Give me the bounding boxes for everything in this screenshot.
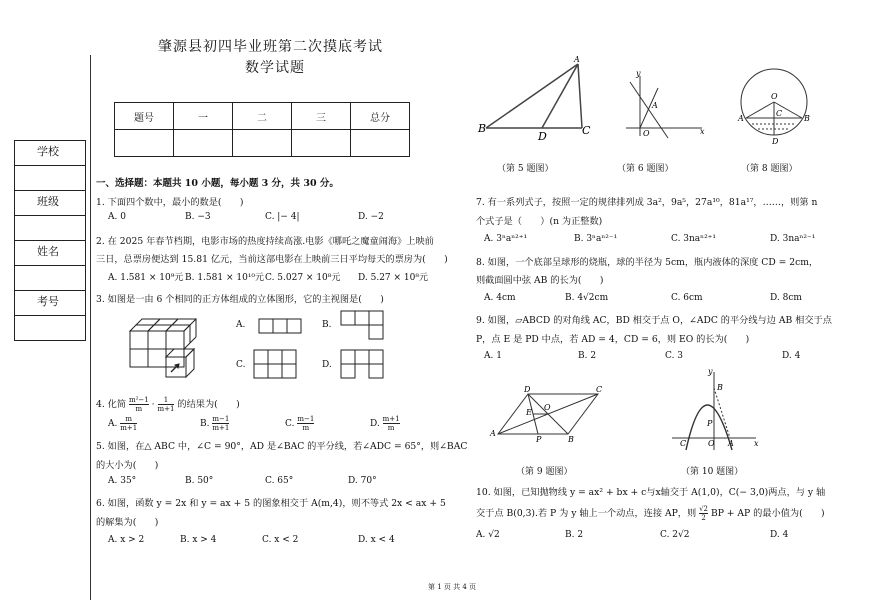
fig5-triangle bbox=[478, 55, 598, 143]
fig10-label-p: P bbox=[707, 419, 713, 428]
fig9-label-a: A bbox=[490, 429, 496, 438]
score-cell[interactable] bbox=[292, 130, 351, 157]
q3-option-d-figure bbox=[340, 349, 386, 381]
q3-option-b[interactable]: B. bbox=[322, 320, 332, 330]
q2-option-a[interactable]: A. 1.581 × 10⁹元 bbox=[108, 273, 184, 283]
q4-frac2-num: 1 bbox=[158, 396, 175, 405]
q6-option-a[interactable]: A. x > 2 bbox=[108, 535, 145, 545]
id-field[interactable] bbox=[15, 316, 85, 340]
fig6-caption: （第 6 题图） bbox=[617, 164, 674, 174]
score-header-cell: 二 bbox=[233, 103, 292, 130]
fig10-label-b: B bbox=[717, 383, 723, 392]
q4-option-a-den: m+1 bbox=[120, 424, 138, 432]
q7-option-d[interactable]: D. 3naⁿ²⁻¹ bbox=[770, 234, 816, 244]
fig9-label-c: C bbox=[596, 385, 603, 394]
exam-title: 肇源县初四毕业班第二次摸底考试 bbox=[158, 39, 383, 55]
q2-stem-line1: 2. 在 2025 年春节档期，电影市场的热度持续高涨.电影《哪吒之魔童闹海》上映前 bbox=[96, 236, 434, 247]
fig8-circle bbox=[736, 66, 816, 146]
fig9-parallelogram bbox=[490, 384, 614, 446]
q8-stem-line2: 则截面圆中弦 AB 的长为( ) bbox=[476, 275, 604, 286]
q1-option-d[interactable]: D. −2 bbox=[358, 212, 384, 222]
q5-option-a[interactable]: A. 35° bbox=[108, 476, 137, 486]
school-field[interactable] bbox=[15, 166, 85, 191]
q7-option-b[interactable]: B. 3ⁿaⁿ²⁻¹ bbox=[574, 234, 618, 244]
q8-option-a[interactable]: A. 4cm bbox=[484, 293, 516, 303]
q10-stem-line1: 10. 如图，已知抛物线 y = ax² + bx + c与x轴交于 A(1,0)，C(− 3,0)两点，与 y 轴 bbox=[476, 487, 826, 498]
fig8-label-d: D bbox=[772, 137, 779, 146]
q4-option-c-den: m bbox=[302, 424, 310, 432]
q9-option-d[interactable]: D. 4 bbox=[782, 351, 801, 361]
fig10-label-c: C bbox=[680, 439, 687, 448]
fig9-label-b: B bbox=[568, 435, 574, 444]
page-footer: 第 1 页 共 4 页 bbox=[428, 583, 477, 591]
q10-frac-den: 2 bbox=[701, 514, 706, 522]
q4-option-d-label: D. bbox=[370, 419, 380, 429]
q10-stem-suffix: BP + AP 的最小值为( ) bbox=[710, 508, 825, 519]
q4-stem-prefix: 4. 化简 bbox=[96, 399, 127, 410]
fig8-label-a: A bbox=[738, 114, 744, 123]
q4-option-d[interactable] bbox=[370, 415, 400, 432]
q4-frac1-num: m²−1 bbox=[128, 396, 149, 404]
fig8-label-b: B bbox=[804, 114, 810, 123]
q10-option-c[interactable]: C. 2√2 bbox=[660, 530, 690, 540]
q8-stem-line1: 8. 如图，一个底部呈球形的烧瓶，球的半径为 5cm，瓶内液体的深度 CD = 2cm， bbox=[476, 257, 819, 268]
q3-solid-figure bbox=[126, 313, 221, 385]
q4-option-b[interactable] bbox=[200, 415, 229, 432]
q6-option-c[interactable]: C. x < 2 bbox=[262, 535, 299, 545]
q4-option-c-num: m−1 bbox=[297, 415, 315, 423]
q9-option-b[interactable]: B. 2 bbox=[578, 351, 597, 361]
q4-option-a-num: m bbox=[120, 415, 137, 424]
fig6-label-a: A bbox=[652, 101, 658, 110]
score-header-cell: 总分 bbox=[351, 103, 410, 130]
fig6-label-y: y bbox=[636, 69, 641, 78]
section-heading: 一、选择题：本题共 10 小题，每小题 3 分，共 30 分。 bbox=[96, 178, 339, 189]
fig9-label-d: D bbox=[524, 385, 531, 394]
fig5-label-c: C bbox=[582, 124, 591, 137]
fig5-label-b: B bbox=[478, 122, 487, 135]
exam-subtitle: 数学试题 bbox=[245, 60, 305, 76]
q3-option-b-figure bbox=[340, 310, 386, 342]
q6-option-d[interactable]: D. x < 4 bbox=[358, 535, 395, 545]
q4-option-b-num: m−1 bbox=[212, 415, 230, 423]
q5-stem-line2: 的大小为( ) bbox=[96, 460, 159, 471]
name-field[interactable] bbox=[15, 266, 85, 291]
q1-option-b[interactable]: B. −3 bbox=[185, 212, 211, 222]
fig10-caption: （第 10 题图） bbox=[681, 467, 744, 477]
q4-option-b-label: B. bbox=[200, 419, 210, 429]
id-label: 考号 bbox=[15, 291, 85, 316]
q10-option-d[interactable]: D. 4 bbox=[770, 530, 789, 540]
score-cell[interactable] bbox=[115, 130, 174, 157]
fig5-label-a: A bbox=[574, 55, 580, 64]
q2-option-b[interactable]: B. 1.581 × 10¹⁰元 bbox=[185, 273, 265, 283]
q4-option-c-label: C. bbox=[285, 419, 295, 429]
school-label: 学校 bbox=[15, 141, 85, 166]
q10-option-b[interactable]: B. 2 bbox=[565, 530, 584, 540]
q5-option-b[interactable]: B. 50° bbox=[185, 476, 214, 486]
q3-stem: 3. 如图是一由 6 个相同的正方体组成的立体图形，它的主视图是( ) bbox=[96, 294, 384, 305]
q7-stem-line1: 7. 有一系列式子，按照一定的规律排列成 3a²，9a⁵，27a¹⁰，81a¹⁷，……，则第 n bbox=[476, 197, 818, 208]
q6-stem-line1: 6. 如图，函数 y = 2x 和 y = ax + 5 的图象相交于 A(m,4)，则不等式 2x < ax + 5 bbox=[96, 498, 446, 509]
student-info-box bbox=[14, 140, 86, 341]
q10-option-a[interactable]: A. √2 bbox=[476, 530, 500, 540]
q5-option-c[interactable]: C. 65° bbox=[265, 476, 294, 486]
q7-stem-line2: 个式子是（ ）(n 为正整数) bbox=[476, 216, 603, 227]
q6-option-b[interactable]: B. x > 4 bbox=[180, 535, 217, 545]
fig6-graph bbox=[626, 70, 706, 140]
fig10-label-o: O bbox=[708, 439, 715, 448]
q4-option-d-num: m+1 bbox=[382, 415, 400, 423]
q4-option-d-den: m bbox=[387, 424, 395, 432]
q5-option-d[interactable]: D. 70° bbox=[348, 476, 377, 486]
q2-stem-line2: 三日，总票房便达到 15.81 亿元，当前这部电影在上映前三日平均每天的票房为( ) bbox=[96, 254, 448, 265]
q6-stem-line2: 的解集为( ) bbox=[96, 517, 159, 528]
q1-option-a[interactable]: A. 0 bbox=[108, 212, 126, 222]
binding-line bbox=[90, 55, 91, 600]
q4-stem bbox=[96, 396, 240, 413]
q3-option-c-figure bbox=[253, 349, 299, 381]
score-header-cell: 一 bbox=[174, 103, 233, 130]
q5-stem-line1: 5. 如图，在△ ABC 中，∠C = 90°，AD 是∠BAC 的平分线，若∠ADC = 65°，则∠BAC bbox=[96, 441, 468, 452]
name-label: 姓名 bbox=[15, 241, 85, 266]
fig6-label-x: x bbox=[700, 127, 705, 136]
q9-stem-line1: 9. 如图，▱ABCD 的对角线 AC，BD 相交于点 O，∠ADC 的平分线与边 AB 相交于点 bbox=[476, 315, 832, 326]
fig8-label-c: C bbox=[776, 109, 783, 118]
fig10-label-a: A bbox=[728, 439, 734, 448]
q1-option-c[interactable]: C. |− 4| bbox=[265, 212, 300, 222]
q4-dot: · bbox=[151, 399, 155, 410]
score-cell[interactable] bbox=[351, 130, 410, 157]
q7-option-c[interactable]: C. 3naⁿ²⁺¹ bbox=[671, 234, 717, 244]
q3-option-a-figure bbox=[258, 318, 304, 334]
fig6-label-o: O bbox=[643, 129, 650, 138]
fig10-label-y: y bbox=[708, 367, 713, 376]
q4-option-b-den: m+1 bbox=[212, 424, 230, 432]
q4-frac2-den: m+1 bbox=[157, 405, 175, 413]
q3-option-a[interactable]: A. bbox=[236, 320, 246, 330]
fig8-caption: （第 8 题图） bbox=[741, 164, 798, 174]
q4-option-a[interactable] bbox=[108, 415, 137, 432]
q7-option-a[interactable]: A. 3ⁿaⁿ²⁺¹ bbox=[484, 234, 528, 244]
q8-option-b[interactable]: B. 4√2cm bbox=[565, 293, 609, 303]
fig5-caption: （第 5 题图） bbox=[497, 164, 554, 174]
q9-stem-line2: P，点 E 是 PD 中点，若 AD = 4，CD = 6，则 EO 的长为( ) bbox=[476, 334, 750, 345]
q4-stem-suffix: 的结果为( ) bbox=[177, 399, 240, 410]
fig9-caption: （第 9 题图） bbox=[516, 467, 573, 477]
q4-frac1-den: m bbox=[135, 405, 143, 413]
fig5-label-d: D bbox=[538, 130, 547, 143]
q10-frac-num: √2 bbox=[699, 505, 709, 513]
q9-option-a[interactable]: A. 1 bbox=[484, 351, 502, 361]
q1-stem: 1. 下面四个数中，最小的数是( ) bbox=[96, 197, 244, 208]
q3-option-c[interactable]: C. bbox=[236, 360, 246, 370]
q2-option-d[interactable]: D. 5.27 × 10⁸元 bbox=[358, 273, 428, 283]
q8-option-d[interactable]: D. 8cm bbox=[770, 293, 802, 303]
q3-option-d[interactable]: D. bbox=[322, 360, 332, 370]
class-label: 班级 bbox=[15, 191, 85, 216]
q10-stem-prefix: 交于点 B(0,3).若 P 为 y 轴上一个动点，连接 AP，则 bbox=[476, 508, 697, 519]
fig9-label-o: O bbox=[544, 403, 551, 412]
score-cell[interactable] bbox=[233, 130, 292, 157]
q9-option-c[interactable]: C. 3 bbox=[665, 351, 684, 361]
score-table bbox=[114, 102, 410, 157]
q10-stem-line2 bbox=[476, 505, 825, 522]
q4-option-c[interactable] bbox=[285, 415, 314, 432]
fig9-label-p: P bbox=[536, 435, 542, 444]
fig10-parabola bbox=[672, 366, 762, 452]
q4-option-a-label: A. bbox=[108, 419, 118, 429]
fig9-label-e: E bbox=[526, 408, 532, 417]
q8-option-c[interactable]: C. 6cm bbox=[671, 293, 703, 303]
score-cell[interactable] bbox=[174, 130, 233, 157]
score-header-cell: 题号 bbox=[115, 103, 174, 130]
score-header-cell: 三 bbox=[292, 103, 351, 130]
fig10-label-x: x bbox=[754, 439, 759, 448]
q2-option-c[interactable]: C. 5.027 × 10⁸元 bbox=[265, 273, 341, 283]
fig8-label-o: O bbox=[771, 92, 778, 101]
class-field[interactable] bbox=[15, 216, 85, 241]
